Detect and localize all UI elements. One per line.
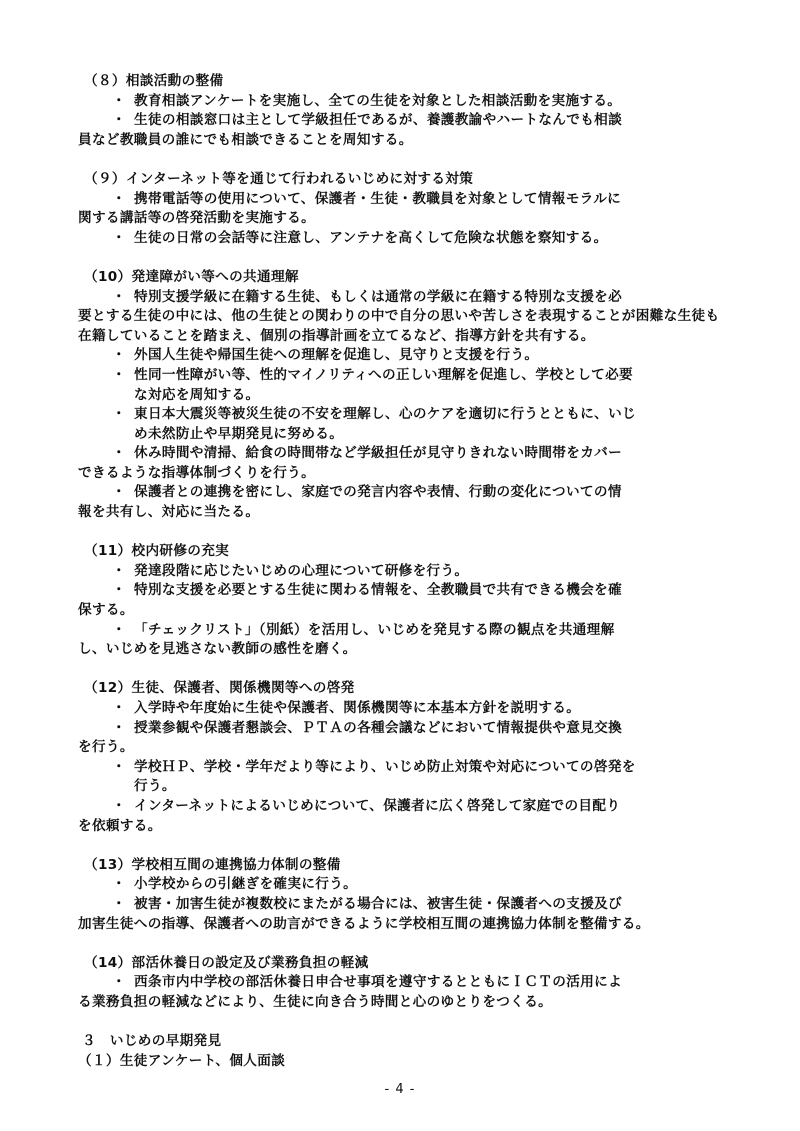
bullet-item [78,92,728,112]
section-heading: （９）インターネット等を通じて行われるいじめに対する対策 [84,170,474,187]
bullet-mark: ・ [112,876,126,893]
bullet-continuation: る業務負担の軽減などにより、生徒に向き合う時間と心のゆとりをつくる。 [78,993,553,1010]
bullet-text: 授業参観や保護者懇談会、ＰＴＡの各種会議などにおいて情報提供や意見交換 [134,719,623,736]
bullet-text: 特別な支援を必要とする生徒に関わる情報を、全教職員で共有できる機会を確 [134,582,623,599]
page-number: - 4 - [384,1082,416,1097]
bullet-item [78,229,728,249]
bullet-item [78,366,728,405]
bullet-continuation: 保する。 [78,602,134,619]
section-heading: （14）部活休養日の設定及び業務負担の軽減 [84,954,369,971]
bullet-text: 携帯電話等の使用について、保護者・生徒・教職員を対象として情報モラルに [134,190,622,207]
bullet-text: 生徒の相談窓口は主として学級担任であるが、養護教諭やハートなんでも相談 [134,112,623,129]
bullet-text: 休み時間や清掃、給食の時間帯など学級担任が見守りきれない時間帯をカバー [134,445,623,462]
bullet-mark: ・ [112,347,126,364]
bullet-item [78,444,728,483]
bullet-mark: ・ [112,366,126,383]
policy-section [78,72,728,150]
chapter-subheading: （１）生徒アンケート、個人面談 [78,1052,286,1069]
bullet-item [78,581,728,620]
bullet-mark: ・ [112,112,126,129]
bullet-item [78,621,728,660]
bullet-continuation: 加害生徒への指導、保護者への助言ができるように学校相互間の連携協力体制を整備する。 [78,915,650,932]
bullet-text: 小学校からの引継ぎを確実に行う。 [134,876,358,893]
bullet-item [78,797,728,836]
bullet-item [78,405,728,444]
bullet-text: 学校ＨＰ、学校・学年だより等により、いじめ防止対策や対応についての啓発を [134,758,636,775]
bullet-text: 西条市内中学校の部活休養日申合せ事項を遵守するとともにＩＣＴの活用によ [134,974,623,991]
bullet-continuation: 員など教職員の誰にでも相談できることを周知する。 [78,131,413,148]
bullet-mark: ・ [112,895,126,912]
bullet-mark: ・ [112,621,126,638]
bullet-mark: ・ [112,974,126,991]
section-heading: （８）相談活動の整備 [84,73,224,89]
bullet-text: 性同一性障がい等、性的マイノリティへの正しい理解を促進し、学校として必要 [134,366,633,383]
bullet-text: 教育相談アンケートを実施し、全ての生徒を対象とした相談活動を実施する。 [134,92,622,109]
bullet-text: 入学時や年度始に生徒や保護者、関係機関等に本基本方針を説明する。 [134,700,581,716]
bullet-item [78,719,728,758]
bullet-continuation: 行う。 [134,778,176,795]
bullet-item [78,758,728,797]
section-heading: （11）校内研修の充実 [84,543,230,560]
bullet-text: 生徒の日常の会話等に注意し、アンテナを高くして危険な状態を察知する。 [134,229,608,246]
bullet-mark: ・ [112,562,126,579]
bullet-item [78,190,728,229]
bullet-mark: ・ [112,288,126,305]
bullet-item [78,483,728,522]
policy-section [78,542,728,660]
bullet-mark: ・ [112,445,126,462]
bullet-item [78,111,728,150]
bullet-mark: ・ [112,190,126,207]
bullet-item [78,875,728,895]
bullet-continuation: し、いじめを見逃さない教師の感性を磨く。 [78,641,357,658]
bullet-item [78,699,728,719]
bullet-text: 被害・加害生徒が複数校にまたがる場合には、被害生徒・保護者への支援及び [134,895,623,912]
bullet-continuation: な対応を周知する。 [134,386,260,403]
section-heading: （12）生徒、保護者、関係機関等への啓発 [84,680,355,697]
chapter-block [78,1032,728,1071]
policy-section [78,170,728,248]
bullet-item [78,895,728,934]
bullet-mark: ・ [112,797,126,814]
section-heading: （13）学校相互間の連携協力体制の整備 [84,856,341,873]
policy-section [78,268,728,523]
bullet-continuation: できるような指導体制づくりを行う。 [78,464,316,481]
bullet-text: インターネットによるいじめについて、保護者に広く啓発して家庭での目配り [134,797,621,814]
bullet-continuation: め未然防止や早期発見に努める。 [134,425,344,442]
bullet-item [78,288,728,347]
policy-section [78,856,728,934]
bullet-mark: ・ [112,484,126,501]
bullet-text: 特別支援学級に在籍する生徒、もしくは通常の学級に在籍する特別な支援を必 [134,288,623,305]
bullet-continuation: 関する講話等の啓発活動を実施する。 [78,210,316,227]
document-body [78,72,728,1071]
bullet-text: 発達段階に応じたいじめの心理について研修を行う。 [134,562,469,579]
bullet-continuation: を依頼する。 [78,817,162,834]
bullet-text: 保護者との連携を密にし、家庭での発言内容や表情、行動の変化についての情 [134,484,622,501]
bullet-mark: ・ [112,406,126,423]
bullet-text: 「チェックリスト」（別紙）を活用し、いじめを発見する際の観点を共通理解 [134,621,615,638]
section-heading: （10）発達障がい等への共通理解 [84,268,299,285]
bullet-continuation: を行う。 [78,739,134,756]
bullet-item [78,562,728,582]
bullet-mark: ・ [112,719,126,736]
bullet-mark: ・ [112,229,126,246]
policy-section [78,679,728,836]
bullet-continuation: 報を共有し、対応に当たる。 [78,504,260,521]
bullet-mark: ・ [112,92,126,109]
chapter-title: ３ いじめの早期発見 [82,1033,222,1050]
policy-section [78,954,728,1013]
bullet-text: 外国人生徒や帰国生徒への理解を促進し、見守りと支援を行う。 [134,347,539,364]
bullet-mark: ・ [112,758,126,775]
bullet-mark: ・ [112,582,126,599]
bullet-mark: ・ [112,700,126,716]
bullet-item [78,346,728,366]
bullet-item [78,973,728,1012]
bullet-text: 東日本大震災等被災生徒の不安を理解し、心のケアを適切に行うとともに、いじ [134,406,636,423]
bullet-continuation: 要とする生徒の中には、他の生徒との関わりの中で自分の思いや苦しさを表現することが困難な生徒も在籍していることを踏まえ、個別の指導計画を立てるなど、指導方針を共有する。 [78,308,720,344]
